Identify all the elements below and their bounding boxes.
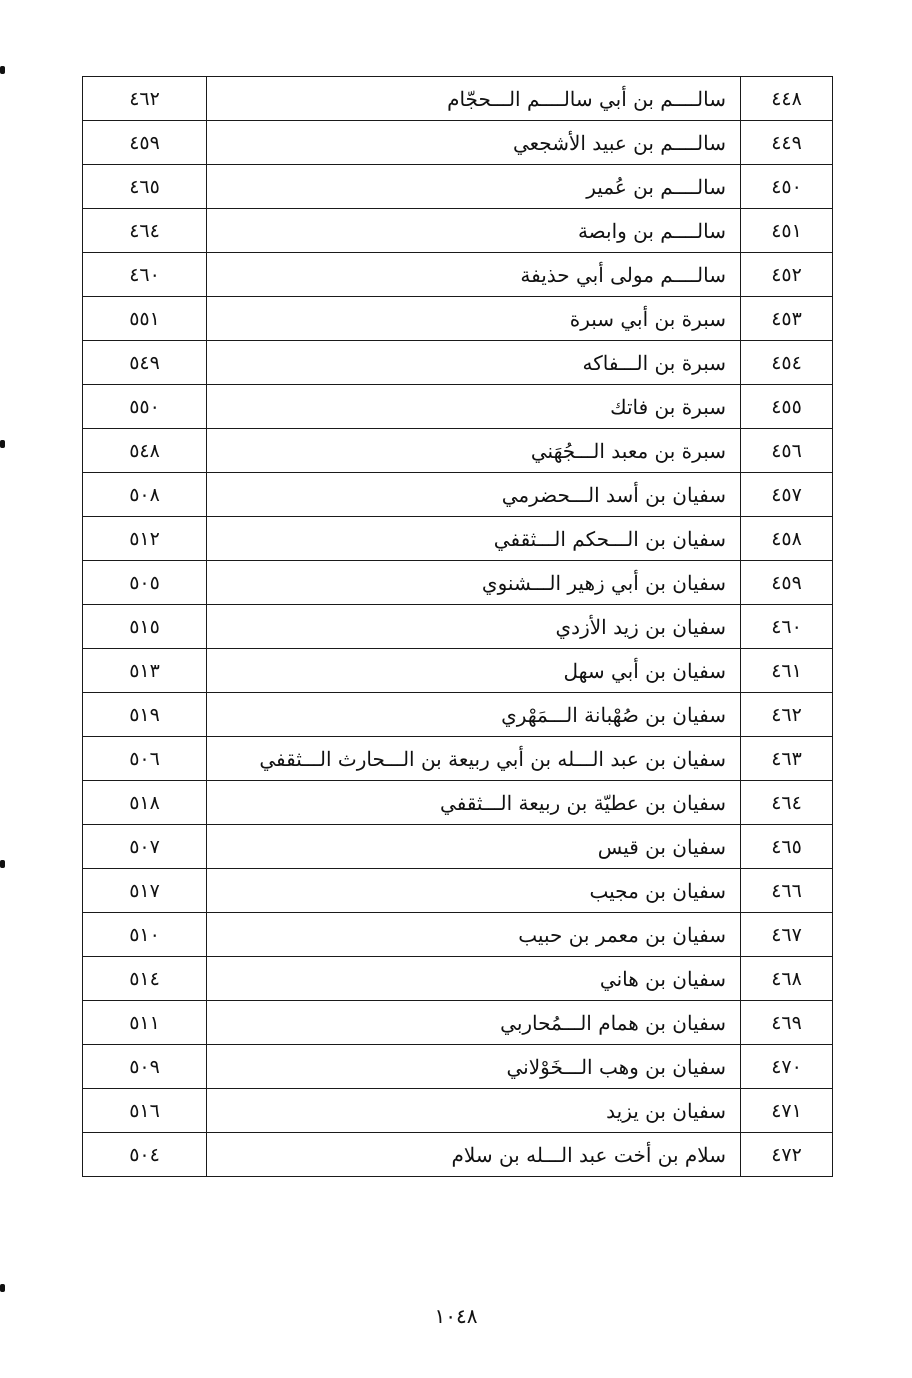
entry-name: سالــــم بن وابصة xyxy=(207,209,741,253)
entry-page: ٥١٦ xyxy=(83,1089,207,1133)
entry-number: ٤٦٤ xyxy=(741,781,833,825)
entry-name: سلام بن أخت عبد الـــله بن سلام xyxy=(207,1133,741,1177)
table-row xyxy=(83,473,833,517)
entry-page: ٤٦٥ xyxy=(83,165,207,209)
entry-page: ٥٠٧ xyxy=(83,825,207,869)
entry-name: سفيان بن همام الـــمُحاربي xyxy=(207,1001,741,1045)
entry-number: ٤٥٨ xyxy=(741,517,833,561)
entry-name: سفيان بن مجيب xyxy=(207,869,741,913)
entry-name: سفيان بن هاني xyxy=(207,957,741,1001)
table-row xyxy=(83,781,833,825)
table-row xyxy=(83,913,833,957)
table-row xyxy=(83,825,833,869)
entry-number: ٤٦٢ xyxy=(741,693,833,737)
table-row xyxy=(83,869,833,913)
margin-mark xyxy=(0,860,5,868)
entry-page: ٥١٧ xyxy=(83,869,207,913)
entry-number: ٤٥٤ xyxy=(741,341,833,385)
entry-number: ٤٥٠ xyxy=(741,165,833,209)
entry-page: ٥٠٩ xyxy=(83,1045,207,1089)
entry-page: ٥٠٥ xyxy=(83,561,207,605)
table-row xyxy=(83,561,833,605)
entry-name: سفيان بن عبد الـــله بن أبي ربيعة بن الـــحارث الـــثقفي xyxy=(207,737,741,781)
entry-name: سالــــم بن أبي سالــــم الـــحجّام xyxy=(207,77,741,121)
table-row xyxy=(83,1001,833,1045)
entry-number: ٤٦٧ xyxy=(741,913,833,957)
entry-number: ٤٥٦ xyxy=(741,429,833,473)
entry-page: ٥٥٠ xyxy=(83,385,207,429)
entry-page: ٥١٩ xyxy=(83,693,207,737)
entry-page: ٥٤٨ xyxy=(83,429,207,473)
table-row xyxy=(83,605,833,649)
table-row xyxy=(83,957,833,1001)
entry-name: سفيان بن أسد الـــحضرمي xyxy=(207,473,741,517)
entry-number: ٤٥٢ xyxy=(741,253,833,297)
entry-name: سفيان بن أبي سهل xyxy=(207,649,741,693)
table-row xyxy=(83,77,833,121)
entry-page: ٥١٤ xyxy=(83,957,207,1001)
entry-page: ٥١٢ xyxy=(83,517,207,561)
entry-number: ٤٦١ xyxy=(741,649,833,693)
entry-number: ٤٧٠ xyxy=(741,1045,833,1089)
entry-name: سبرة بن معبد الـــجُهَني xyxy=(207,429,741,473)
table-row xyxy=(83,1045,833,1089)
entry-name: سفيان بن يزيد xyxy=(207,1089,741,1133)
entry-number: ٤٧١ xyxy=(741,1089,833,1133)
entry-name: سالــــم بن عُمير xyxy=(207,165,741,209)
table-row xyxy=(83,209,833,253)
table-row xyxy=(83,385,833,429)
entry-number: ٤٥١ xyxy=(741,209,833,253)
entry-number: ٤٦٣ xyxy=(741,737,833,781)
table-row xyxy=(83,165,833,209)
entry-name: سالــــم بن عبيد الأشجعي xyxy=(207,121,741,165)
entry-name: سفيان بن صُهْبانة الـــمَهْري xyxy=(207,693,741,737)
entry-page: ٥١٣ xyxy=(83,649,207,693)
table-row xyxy=(83,429,833,473)
entry-page: ٤٦٠ xyxy=(83,253,207,297)
entry-number: ٤٦٠ xyxy=(741,605,833,649)
entry-name: سبرة بن أبي سبرة xyxy=(207,297,741,341)
table-row xyxy=(83,737,833,781)
table-row xyxy=(83,649,833,693)
entry-name: سفيان بن معمر بن حبيب xyxy=(207,913,741,957)
entry-page: ٥٥١ xyxy=(83,297,207,341)
entry-number: ٤٥٣ xyxy=(741,297,833,341)
entry-page: ٥٠٤ xyxy=(83,1133,207,1177)
entry-number: ٤٦٩ xyxy=(741,1001,833,1045)
entry-number: ٤٦٦ xyxy=(741,869,833,913)
entry-page: ٥١٥ xyxy=(83,605,207,649)
entry-page: ٥١٠ xyxy=(83,913,207,957)
entry-page: ٥٠٨ xyxy=(83,473,207,517)
table-row xyxy=(83,1089,833,1133)
entry-number: ٤٦٥ xyxy=(741,825,833,869)
entry-page: ٥١٨ xyxy=(83,781,207,825)
table-row xyxy=(83,341,833,385)
index-table xyxy=(82,76,833,1177)
entry-page: ٥٠٦ xyxy=(83,737,207,781)
entry-number: ٤٥٥ xyxy=(741,385,833,429)
entry-name: سفيان بن أبي زهير الـــشنوي xyxy=(207,561,741,605)
table-row xyxy=(83,253,833,297)
entry-name: سالــــم مولى أبي حذيفة xyxy=(207,253,741,297)
entry-name: سفيان بن وهب الـــخَوْلاني xyxy=(207,1045,741,1089)
entry-name: سفيان بن عطيّة بن ربيعة الـــثقفي xyxy=(207,781,741,825)
entry-name: سفيان بن زيد الأزدي xyxy=(207,605,741,649)
entry-page: ٤٦٢ xyxy=(83,77,207,121)
table-row xyxy=(83,517,833,561)
entry-number: ٤٤٨ xyxy=(741,77,833,121)
entry-number: ٤٦٨ xyxy=(741,957,833,1001)
entry-number: ٤٥٧ xyxy=(741,473,833,517)
margin-mark xyxy=(0,66,5,74)
entry-name: سبرة بن الـــفاكه xyxy=(207,341,741,385)
page-number: ١٠٤٨ xyxy=(434,1304,478,1328)
index-table-body xyxy=(83,77,833,1177)
entry-name: سبرة بن فاتك xyxy=(207,385,741,429)
margin-mark xyxy=(0,1284,5,1292)
margin-mark xyxy=(0,440,5,448)
entry-number: ٤٥٩ xyxy=(741,561,833,605)
table-row xyxy=(83,693,833,737)
entry-page: ٥١١ xyxy=(83,1001,207,1045)
entry-page: ٤٥٩ xyxy=(83,121,207,165)
entry-number: ٤٤٩ xyxy=(741,121,833,165)
entry-name: سفيان بن الـــحكم الـــثقفي xyxy=(207,517,741,561)
table-row xyxy=(83,1133,833,1177)
entry-number: ٤٧٢ xyxy=(741,1133,833,1177)
table-row xyxy=(83,297,833,341)
entry-page: ٥٤٩ xyxy=(83,341,207,385)
entry-name: سفيان بن قيس xyxy=(207,825,741,869)
entry-page: ٤٦٤ xyxy=(83,209,207,253)
table-row xyxy=(83,121,833,165)
